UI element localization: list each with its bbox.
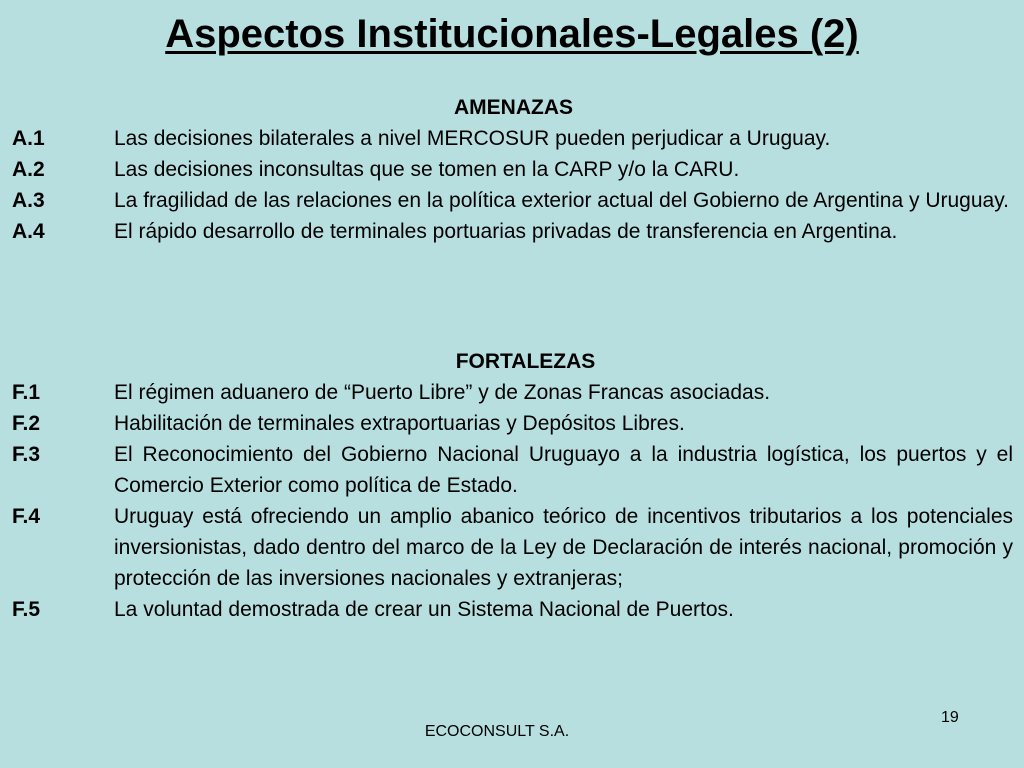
item-text: El Reconocimiento del Gobierno Nacional Uruguayo a la industria logística, los puertos y el Comercio Exterior como política de Estado. <box>114 443 1013 497</box>
list-item <box>12 377 1013 408</box>
amenazas-heading: AMENAZAS <box>454 96 573 119</box>
amenazas-section <box>12 92 1013 247</box>
list-item <box>12 154 1013 185</box>
item-code: F.5 <box>12 598 41 621</box>
item-code: A.2 <box>12 158 45 181</box>
item-code: A.4 <box>12 220 45 243</box>
item-code: F.2 <box>12 412 41 435</box>
item-text: La fragilidad de las relaciones en la política exterior actual del Gobierno de Argentina y Uruguay. <box>114 189 1009 212</box>
fortalezas-section <box>12 346 1013 625</box>
list-item <box>12 439 1013 501</box>
fortalezas-heading: FORTALEZAS <box>455 350 596 373</box>
list-item <box>12 408 1013 439</box>
item-text: Uruguay está ofreciendo un amplio abanico teórico de incentivos tributarios a los potenciales inversionistas, dado dentro del marco de la Ley de Declaración de interés nacional, promoción y protección de las inversiones nacionales y extranjeras; <box>114 505 1013 590</box>
list-item <box>12 501 1013 594</box>
page-number: 19 <box>941 709 959 726</box>
item-text: El rápido desarrollo de terminales portuarias privadas de transferencia en Argentina. <box>114 220 898 243</box>
item-code: A.3 <box>12 189 45 212</box>
item-code: F.3 <box>12 443 41 466</box>
list-item <box>12 216 1013 247</box>
list-item <box>12 185 1013 216</box>
item-code: F.1 <box>12 381 41 404</box>
item-text: Habilitación de terminales extraportuarias y Depósitos Libres. <box>114 412 685 435</box>
item-text: Las decisiones inconsultas que se tomen en la CARP y/o la CARU. <box>114 158 740 181</box>
slide-title: Aspectos Institucionales-Legales (2) <box>165 12 859 56</box>
item-code: F.4 <box>12 505 41 528</box>
item-text: Las decisiones bilaterales a nivel MERCOSUR pueden perjudicar a Uruguay. <box>114 127 831 150</box>
list-item <box>12 594 1013 625</box>
item-code: A.1 <box>12 127 45 150</box>
footer-company: ECOCONSULT S.A. <box>424 723 570 740</box>
list-item <box>12 123 1013 154</box>
item-text: La voluntad demostrada de crear un Sistema Nacional de Puertos. <box>114 598 734 621</box>
item-text: El régimen aduanero de “Puerto Libre” y de Zonas Francas asociadas. <box>114 381 771 404</box>
